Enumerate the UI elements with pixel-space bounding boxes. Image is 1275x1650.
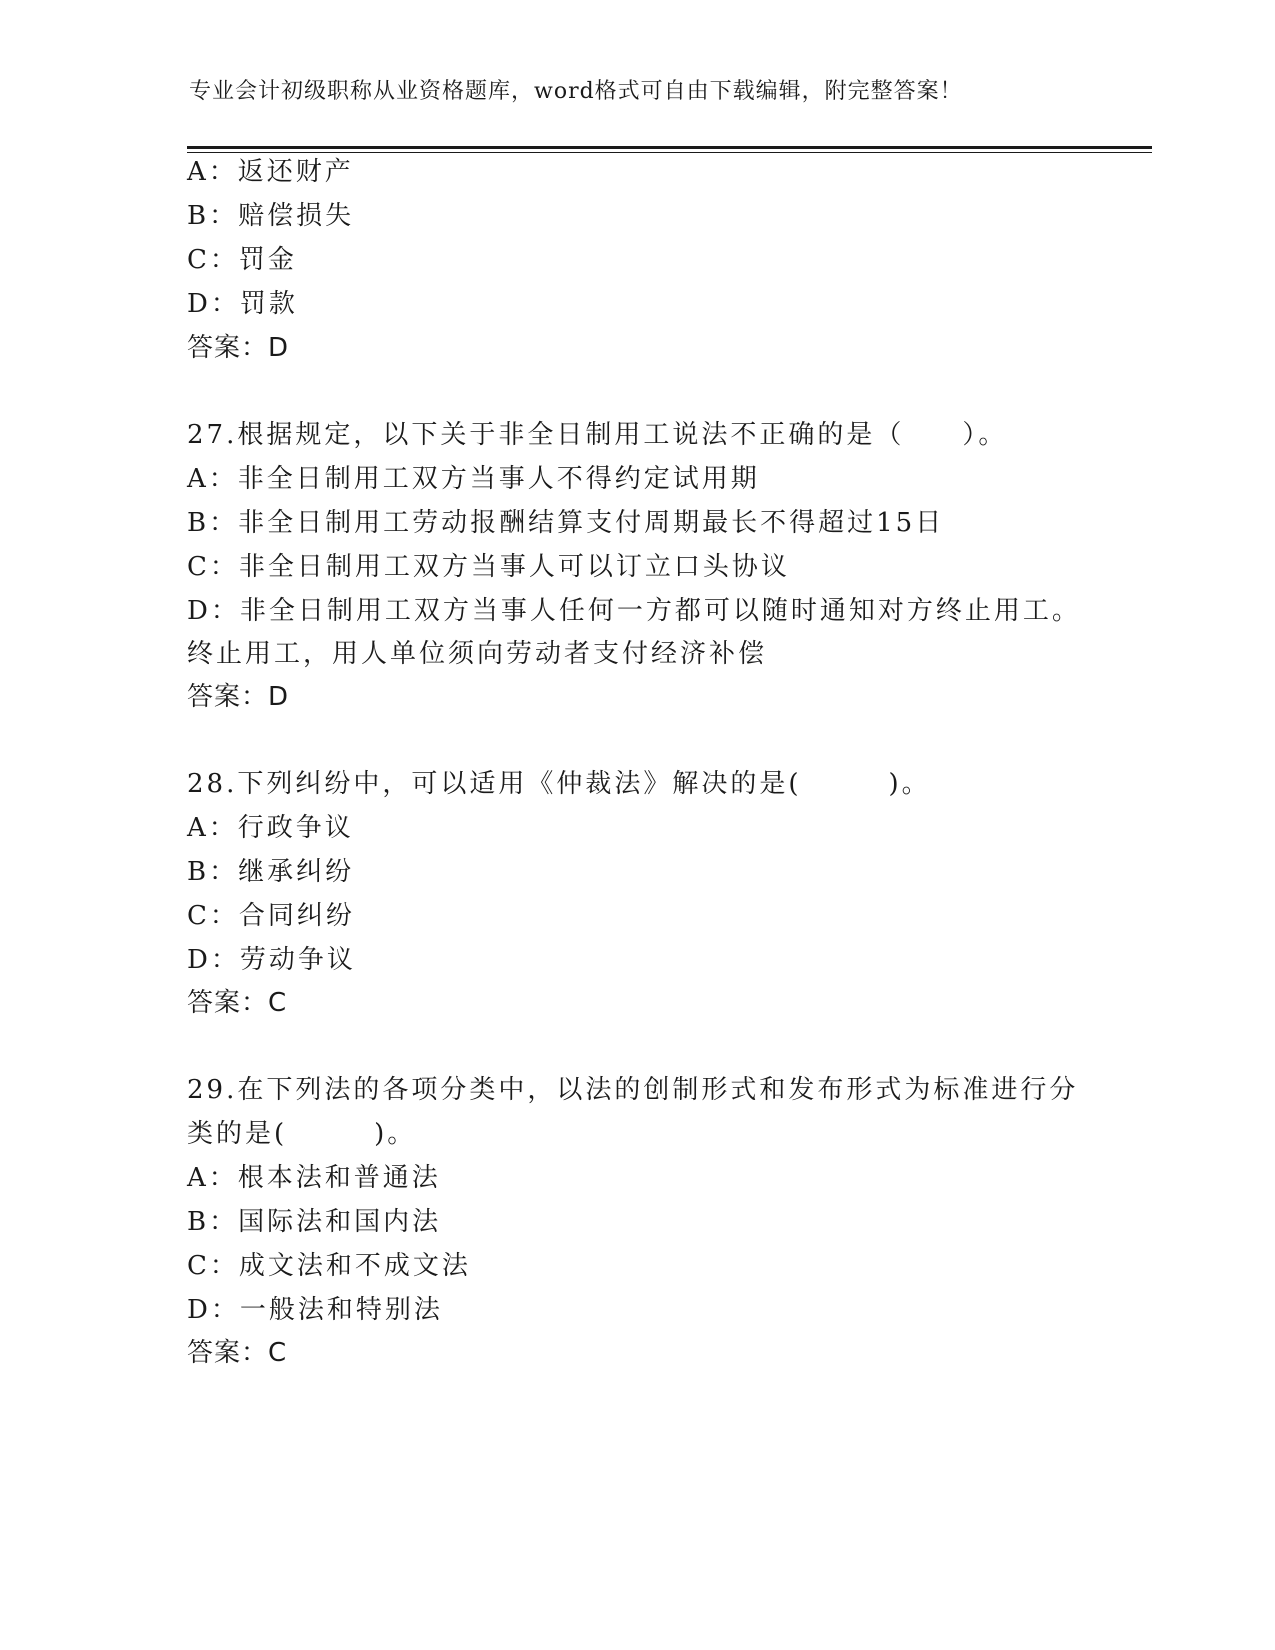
- q29-option-b: B：国际法和国内法: [187, 1207, 442, 1237]
- q26-option-d: D：罚款: [187, 289, 298, 319]
- q27-option-d: D：非全日制用工双方当事人任何一方都可以随时通知对方终止用工。: [187, 596, 1081, 626]
- header-divider-thick: [187, 146, 1152, 149]
- page-header: 专业会计初级职称从业资格题库，word格式可自由下载编辑，附完整答案！: [189, 79, 963, 104]
- q29-option-a: A：根本法和普通法: [187, 1163, 441, 1193]
- q26-answer: 答案：D: [187, 333, 290, 363]
- q27-option-c: C：非全日制用工双方当事人可以订立口头协议: [187, 552, 790, 582]
- q27-option-b: B：非全日制用工劳动报酬结算支付周期最长不得超过15日: [187, 508, 945, 538]
- q29-stem-line-1: 29.在下列法的各项分类中，以法的创制形式和发布形式为标准进行分: [187, 1075, 1079, 1105]
- q29-answer: 答案：C: [187, 1338, 288, 1368]
- q28-answer: 答案：C: [187, 988, 288, 1018]
- q28-stem: 28.下列纠纷中，可以适用《仲裁法》解决的是( )。: [187, 769, 931, 799]
- q29-option-c: C：成文法和不成文法: [187, 1251, 471, 1281]
- q28-option-a: A：行政争议: [187, 813, 354, 843]
- q27-option-a: A：非全日制用工双方当事人不得约定试用期: [187, 464, 760, 494]
- q27-answer: 答案：D: [187, 682, 290, 712]
- q29-stem-line-2: 类的是( )。: [187, 1119, 417, 1149]
- q27-stem: 27.根据规定，以下关于非全日制用工说法不正确的是（ ）。: [187, 420, 1008, 450]
- q28-option-d: D：劳动争议: [187, 945, 356, 975]
- header-divider-thin: [187, 152, 1152, 153]
- q26-option-c: C：罚金: [187, 245, 297, 275]
- q29-option-d: D：一般法和特别法: [187, 1295, 443, 1325]
- q26-option-a: A：返还财产: [187, 157, 354, 187]
- q28-option-b: B：继承纠纷: [187, 857, 355, 887]
- q26-option-b: B：赔偿损失: [187, 201, 355, 231]
- q28-option-c: C：合同纠纷: [187, 901, 355, 931]
- q27-option-d-continued: 终止用工，用人单位须向劳动者支付经济补偿: [187, 639, 768, 669]
